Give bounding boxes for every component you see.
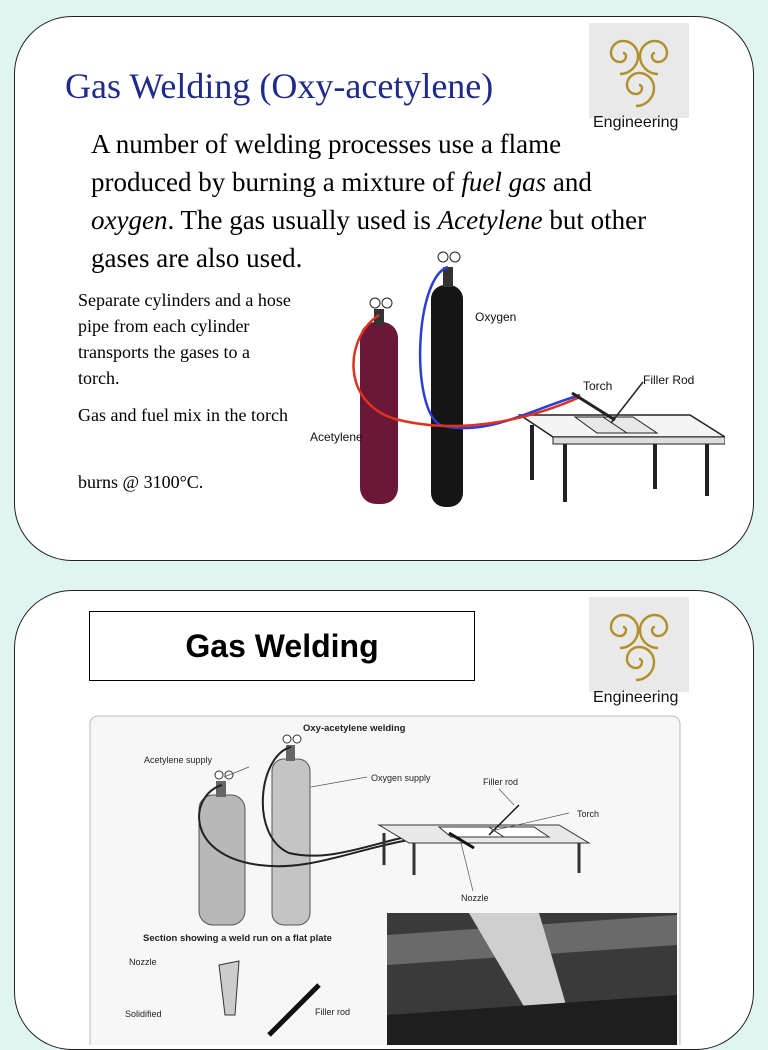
section-title: Section showing a weld run on a flat plate — [143, 933, 332, 944]
label-section-filler-rod: Filler rod — [315, 1007, 351, 1017]
intro-paragraph: A number of welding processes use a flame produced by burning a mixture of fuel gas and oxygen. The gas usually used is Acetylene but other gases are also used. — [91, 129, 647, 273]
paragraph-temperature: burns @ 3100°C. — [78, 472, 204, 492]
logo-label: Engineering — [593, 114, 679, 131]
oxy-acetylene-figure — [89, 715, 681, 1045]
welding-table — [520, 415, 725, 502]
welding-setup-diagram — [285, 237, 725, 527]
oxygen-emphasis: oxygen — [91, 205, 168, 235]
triskele-logo-icon — [589, 597, 689, 692]
slide-2 — [14, 590, 754, 1050]
label-nozzle: Nozzle — [461, 893, 489, 903]
label-acetylene-supply: Acetylene supply — [144, 755, 213, 765]
title-box — [89, 611, 475, 681]
label-acetylene: Acetylene — [310, 430, 363, 444]
label-filler-rod: Filler Rod — [643, 373, 695, 387]
paragraph-mix: Gas and fuel mix in the torch — [78, 405, 288, 425]
oxygen-supply-cylinder — [272, 735, 310, 925]
welding-photo — [387, 913, 677, 1045]
label-oxygen: Oxygen — [475, 310, 517, 324]
label-oxygen-supply: Oxygen supply — [371, 773, 431, 783]
paragraph-cylinders: Separate cylinders and a hose pipe from each cylinder transports the gases to a torch. — [78, 290, 291, 388]
oxygen-cylinder — [431, 252, 463, 507]
slide-1 — [14, 16, 754, 561]
label-torch: Torch — [577, 809, 600, 819]
triskele-logo-icon — [589, 23, 689, 118]
label-filler-rod: Filler rod — [483, 777, 519, 787]
label-section-nozzle: Nozzle — [129, 957, 157, 967]
acetylene-emphasis: Acetylene — [437, 205, 543, 235]
figure-title: Oxy-acetylene welding — [303, 723, 406, 734]
label-solidified: Solidified — [125, 1009, 162, 1019]
logo-label: Engineering — [593, 689, 679, 706]
slide-title: Gas Welding (Oxy-acetylene) — [65, 66, 494, 106]
label-torch: Torch — [583, 379, 613, 393]
fuel-gas-emphasis: fuel gas — [461, 167, 547, 197]
slide-title: Gas Welding — [185, 627, 379, 664]
